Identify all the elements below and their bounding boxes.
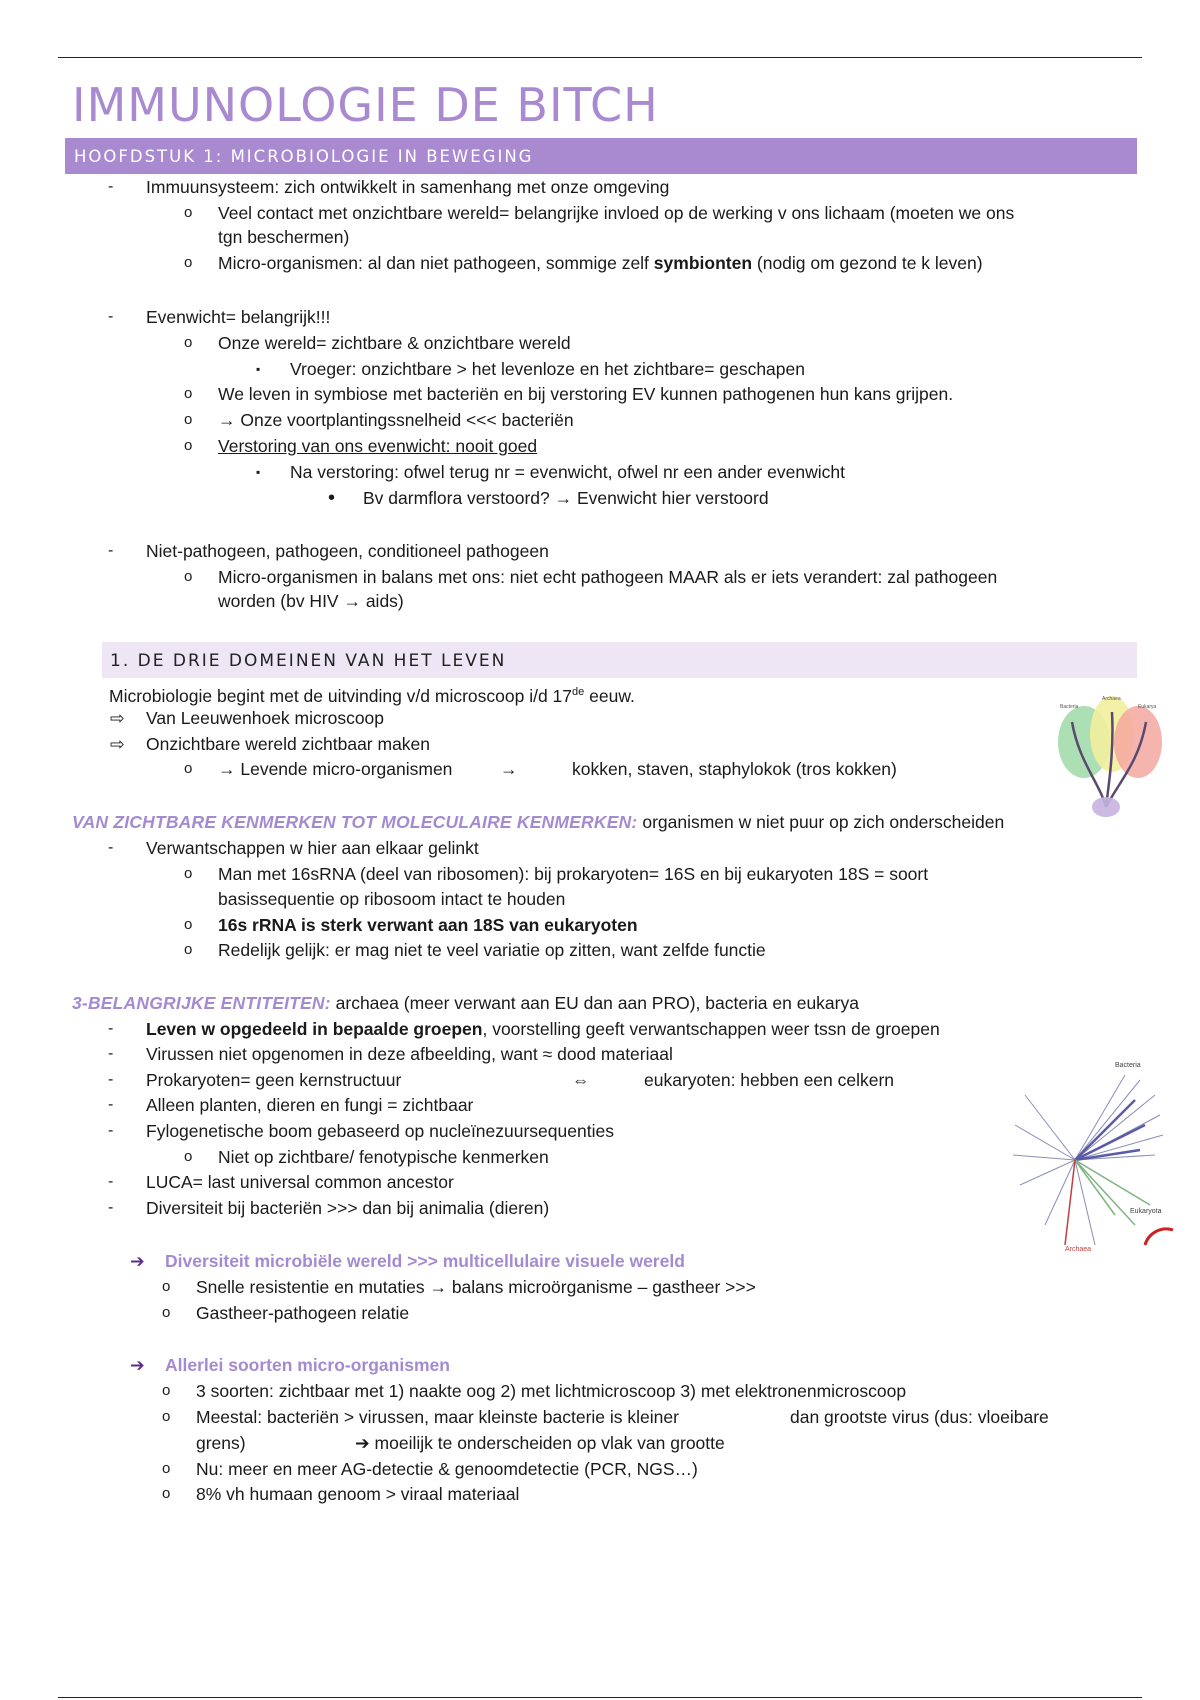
s1-item2a-left: → Levende micro-organismen — [218, 759, 453, 779]
dot-bullet: • — [328, 487, 336, 509]
s1-intro-sup: de — [572, 686, 585, 698]
s4-heading: Diversiteit microbiële wereld >>> multicellulaire visuele wereld — [165, 1251, 685, 1271]
hollow-arrow-bullet: ⇨ — [110, 708, 125, 728]
s5-heading: Allerlei soorten micro-organismen — [165, 1355, 450, 1375]
s3-item5a: Niet op zichtbare/ fenotypische kenmerken — [218, 1147, 549, 1167]
b1-sub2 — [218, 251, 983, 275]
dash-bullet: - — [108, 839, 114, 856]
phylo-label-eukaryota: Eukaryota — [1130, 1208, 1162, 1215]
bold-arrow-icon: ➔ — [355, 1433, 370, 1453]
bold-arrow-bullet: ➔ — [130, 1251, 145, 1271]
s3-item1-bold: Leven w opgedeeld in bepaalde groepen — [146, 1019, 483, 1039]
b2-sub2: We leven in symbiose met bacteriën en bij verstoring EV kunnen pathogenen hun kans grijpen. — [218, 384, 954, 404]
s3-item2: Virussen niet opgenomen in deze afbeelding, want ≈ dood materiaal — [146, 1044, 673, 1064]
dash-bullet: - — [108, 1096, 114, 1113]
hollow-arrow-bullet: ⇨ — [110, 734, 125, 754]
s5-sub2-line2-left: grens) — [196, 1433, 246, 1453]
b2-sub1a: Vroeger: onzichtbare > het levenloze en het zichtbare= geschapen — [290, 359, 805, 379]
s1-item2a-right: kokken, staven, staphylokok (tros kokken) — [572, 759, 897, 779]
top-rule — [58, 57, 1142, 58]
circle-bullet: o — [162, 1460, 171, 1477]
dash-bullet: - — [108, 542, 114, 559]
s3-heading: 3-BELANGRIJKE ENTITEITEN: — [72, 993, 331, 1013]
s2-main: Verwantschappen w hier aan elkaar gelinkt — [146, 838, 479, 858]
s5-sub2-left: Meestal: bacteriën > virussen, maar kleinste bacterie is kleiner — [196, 1407, 679, 1427]
circle-bullet: o — [162, 1408, 171, 1425]
s2-sub1-line2: basissequentie op ribosoom intact te houden — [218, 889, 566, 909]
b2-sub3: → Onze voortplantingssnelheid <<< bacteriën — [218, 410, 574, 430]
eukaryota-arc — [1145, 1229, 1173, 1245]
dash-bullet: - — [108, 1122, 114, 1139]
dash-bullet: - — [108, 1199, 114, 1216]
b1-sub2-post: (nodig om gezond te k leven) — [752, 253, 983, 273]
circle-bullet: o — [184, 385, 193, 402]
b1-sub1-line1: Veel contact met onzichtbare wereld= belangrijke invloed op de werking v ons lichaam (moeten we ons — [218, 203, 1015, 223]
s5-sub2-line2-right — [355, 1431, 725, 1455]
s3-heading-rest: archaea (meer verwant aan EU dan aan PRO), bacteria en eukarya — [330, 993, 859, 1013]
s5-sub1: 3 soorten: zichtbaar met 1) naakte oog 2) met lichtmicroscoop 3) met elektronenmicroscoop — [196, 1381, 907, 1401]
b1-sub2-pre: Micro-organismen: al dan niet pathogeen, sommige zelf — [218, 253, 654, 273]
b1-main: Immuunsysteem: zich ontwikkelt in samenhang met onze omgeving — [146, 177, 670, 197]
s2-sub1-line1: Man met 16sRNA (deel van ribosomen): bij prokaryoten= 16S en bij eukaryoten 18S = soort — [218, 864, 929, 884]
s3-heading-line — [72, 991, 859, 1015]
s3-item1-rest: , voorstelling geeft verwantschappen weer tssn de groepen — [482, 1019, 940, 1039]
s2-heading-line — [72, 810, 1004, 834]
s2-sub3: Redelijk gelijk: er mag niet te veel variatie op zitten, want zelfde functie — [218, 940, 766, 960]
tree-label-bacteria: Bacteria — [1060, 704, 1079, 710]
s1-intro — [109, 680, 635, 708]
circle-bullet: o — [184, 941, 193, 958]
s1-intro-post: eeuw. — [584, 685, 635, 706]
s1-intro-pre: Microbiologie begint met de uitvinding v/d microscoop i/d 17 — [109, 685, 573, 706]
circle-bullet: o — [184, 865, 193, 882]
tree-label-eukarya: Eukarya — [1138, 704, 1157, 710]
b3-main: Niet-pathogeen, pathogeen, conditioneel pathogeen — [146, 541, 549, 561]
circle-bullet: o — [184, 411, 193, 428]
dash-bullet: - — [108, 1071, 114, 1088]
s3-item7: Diversiteit bij bacteriën >>> dan bij animalia (dieren) — [146, 1198, 550, 1218]
dash-bullet: - — [108, 1173, 114, 1190]
s2-sub2-bold: 16s rRNA is sterk verwant aan 18S van eukaryoten — [218, 915, 638, 935]
circle-bullet: o — [184, 437, 193, 454]
s1-item1: Van Leeuwenhoek microscoop — [146, 708, 385, 728]
s4-sub1: Snelle resistentie en mutaties → balans microörganisme – gastheer >>> — [196, 1277, 756, 1297]
b2-main: Evenwicht= belangrijk!!! — [146, 307, 331, 327]
s3-item1 — [146, 1017, 940, 1041]
bold-arrow-bullet: ➔ — [130, 1355, 145, 1375]
phylo-label-archaea: Archaea — [1065, 1246, 1092, 1253]
circle-bullet: o — [162, 1278, 171, 1295]
s3-item5: Fylogenetische boom gebaseerd op nucleïnezuursequenties — [146, 1121, 614, 1141]
circle-bullet: o — [184, 334, 193, 351]
circle-bullet: o — [184, 254, 193, 271]
b2-sub4: Verstoring van ons evenwicht: nooit goed — [218, 436, 538, 456]
dash-bullet: - — [108, 178, 114, 195]
circle-bullet: o — [162, 1382, 171, 1399]
s2-heading: VAN ZICHTBARE KENMERKEN TOT MOLECULAIRE KENMERKEN: — [72, 812, 638, 832]
chapter-heading: HOOFDSTUK 1: MICROBIOLOGIE IN BEWEGING — [65, 138, 1137, 174]
bottom-rule — [58, 1697, 1142, 1698]
dash-bullet: - — [108, 308, 114, 325]
s1-item2a-arrow: → — [500, 759, 518, 779]
square-bullet: ▪ — [256, 465, 261, 479]
s3-item3-sym: ⇔ — [572, 1070, 590, 1090]
tree-root — [1092, 797, 1120, 817]
b1-sub1-line2: tgn beschermen) — [218, 227, 350, 247]
circle-bullet: o — [184, 204, 193, 221]
s4-sub2: Gastheer-pathogeen relatie — [196, 1303, 410, 1323]
circle-bullet: o — [162, 1304, 171, 1321]
b2-sub1: Onze wereld= zichtbare & onzichtbare wereld — [218, 333, 571, 353]
b2-sub4a-i: Bv darmflora verstoord? → Evenwicht hier verstoord — [363, 488, 769, 508]
circle-bullet: o — [184, 760, 193, 777]
s5-sub2-right: dan grootste virus (dus: vloeibare — [790, 1407, 1049, 1427]
circle-bullet: o — [184, 1148, 193, 1165]
dash-bullet: - — [108, 1045, 114, 1062]
dash-bullet: - — [108, 1020, 114, 1037]
three-domains-tree-figure — [1054, 692, 1164, 822]
eukarya-lobe — [1114, 706, 1162, 778]
s5-sub2-line2-text: moeilijk te onderscheiden op vlak van grootte — [369, 1433, 725, 1453]
b1-sub2-bold: symbionten — [653, 253, 753, 273]
square-bullet: ▪ — [256, 362, 261, 376]
b2-sub4a: Na verstoring: ofwel terug nr = evenwicht, ofwel nr een ander evenwicht — [290, 462, 845, 482]
circle-bullet: o — [162, 1485, 171, 1502]
s2-heading-rest: organismen w niet puur op zich onderscheiden — [637, 812, 1005, 832]
s3-item3-left: Prokaryoten= geen kernstructuur — [146, 1070, 402, 1090]
circle-bullet: o — [184, 916, 193, 933]
s3-item3-right: eukaryoten: hebben een celkern — [644, 1070, 895, 1090]
s2-sub2 — [218, 913, 638, 937]
b3-sub1-line1: Micro-organismen in balans met ons: niet echt pathogeen MAAR als er iets verandert: zal pathogeen — [218, 567, 998, 587]
s5-sub4: 8% vh humaan genoom > viraal materiaal — [196, 1484, 520, 1504]
section-heading: 1. DE DRIE DOMEINEN VAN HET LEVEN — [102, 642, 1137, 678]
phylogenetic-tree-figure — [1005, 1055, 1175, 1265]
s5-sub3: Nu: meer en meer AG-detectie & genoomdetectie (PCR, NGS…) — [196, 1459, 698, 1479]
phylo-label-bacteria: Bacteria — [1115, 1062, 1141, 1069]
page-title: IMMUNOLOGIE DE BITCH — [72, 78, 659, 132]
b3-sub1-line2: worden (bv HIV → aids) — [218, 591, 404, 611]
circle-bullet: o — [184, 568, 193, 585]
s3-item4: Alleen planten, dieren en fungi = zichtbaar — [146, 1095, 474, 1115]
s3-item6: LUCA= last universal common ancestor — [146, 1172, 454, 1192]
s1-item2: Onzichtbare wereld zichtbaar maken — [146, 734, 431, 754]
tree-label-archaea: Archaea — [1102, 696, 1121, 702]
